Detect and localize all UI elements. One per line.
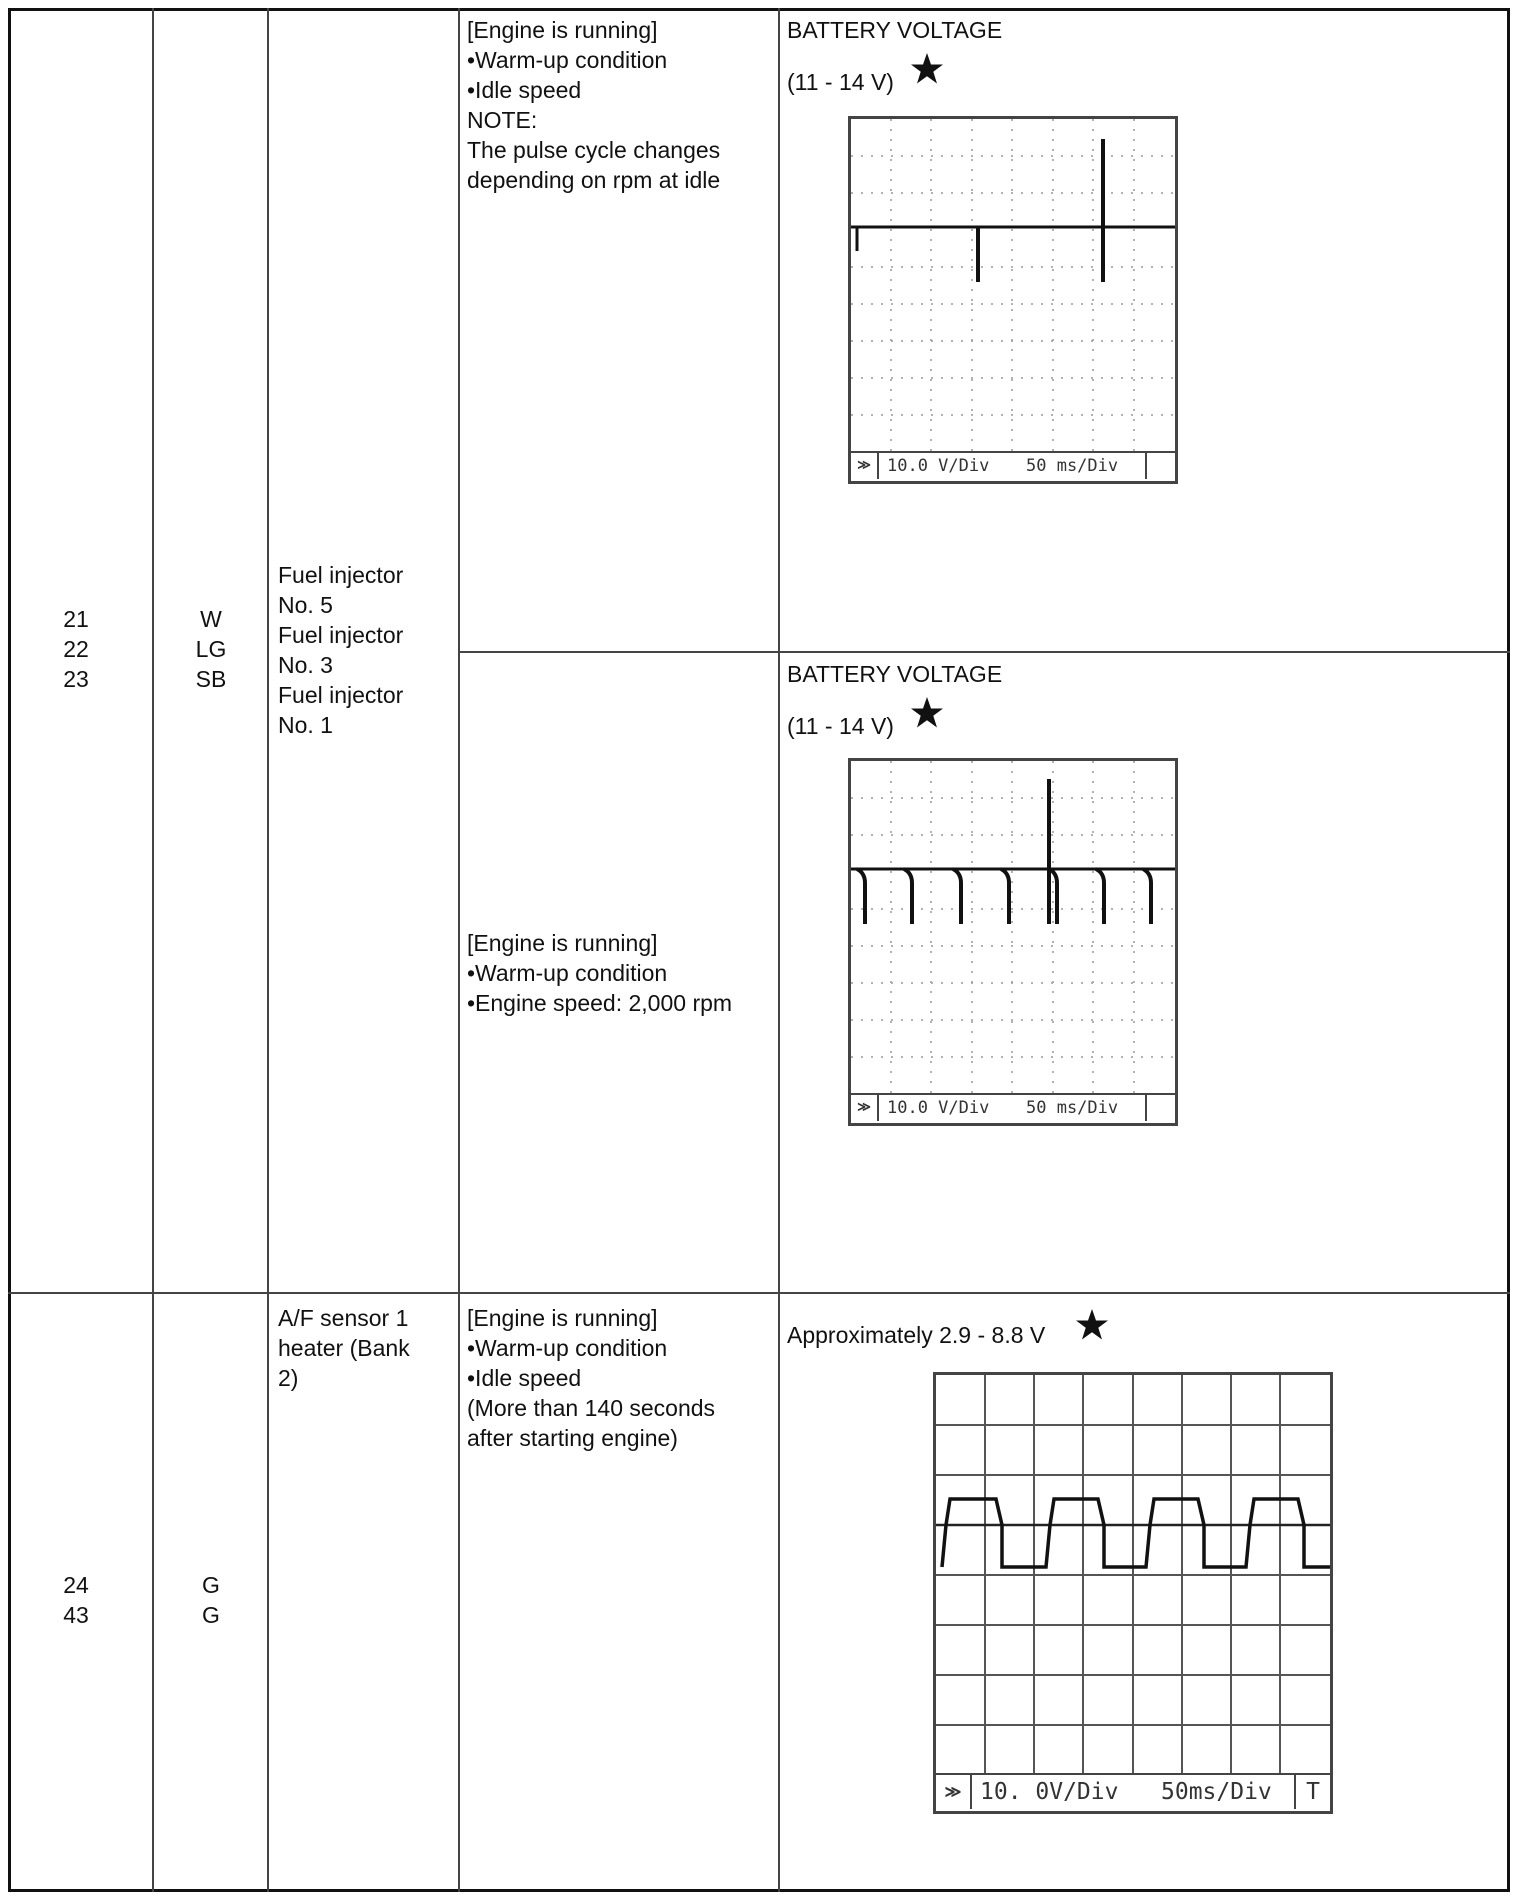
column-divider (778, 8, 780, 1892)
oscilloscope-display (933, 1372, 1333, 1814)
column-divider (267, 8, 269, 1892)
row-divider (458, 651, 1510, 653)
volts-per-div: 10. 0V/Div (980, 1779, 1119, 1805)
wire-colors: W LG SB (195, 606, 227, 692)
column-divider (152, 8, 154, 1892)
wire-colors: G G (202, 1572, 220, 1628)
double-arrow-icon: ≫ (936, 1775, 972, 1809)
item-description: Fuel injector No. 5 Fuel injector No. 3 Fuel injector No. 1 (278, 562, 404, 738)
waveform-af-heater (936, 1375, 1330, 1775)
value-range: (11 - 14 V) (787, 69, 894, 95)
scope-status-bar (936, 1773, 1330, 1811)
trigger-box: T (1294, 1775, 1330, 1809)
scope-status-bar (851, 451, 1175, 481)
value-label: BATTERY VOLTAGE (787, 17, 1003, 43)
scope-status-bar (851, 1093, 1175, 1123)
star-icon (910, 52, 944, 86)
double-arrow-icon: ≫ (851, 453, 879, 479)
condition-text: [Engine is running] •Warm-up condition •Idle speed NOTE: The pulse cycle changes depending on rpm at idle (467, 17, 721, 193)
terminal-numbers: 21 22 23 (63, 606, 89, 692)
row-divider (8, 1292, 1510, 1294)
volts-per-div: 10.0 V/Div (887, 456, 990, 476)
condition-text: [Engine is running] •Warm-up condition •Engine speed: 2,000 rpm (467, 930, 733, 1016)
star-icon (910, 696, 944, 730)
volts-per-div: 10.0 V/Div (887, 1098, 990, 1118)
waveform-idle (851, 119, 1175, 453)
trigger-box (1145, 453, 1175, 479)
value-label: BATTERY VOLTAGE (787, 661, 1003, 687)
condition-text: [Engine is running] •Warm-up condition •Idle speed (More than 140 seconds after starting engine) (467, 1305, 716, 1451)
column-divider (458, 8, 460, 1892)
value-range: (11 - 14 V) (787, 713, 894, 739)
terminal-numbers: 24 43 (63, 1572, 89, 1628)
oscilloscope-display (848, 758, 1178, 1126)
value-label: Approximately 2.9 - 8.8 V (787, 1322, 1046, 1348)
time-per-div: 50ms/Div (1161, 1779, 1272, 1805)
time-per-div: 50 ms/Div (1026, 1098, 1119, 1118)
trigger-box (1145, 1095, 1175, 1121)
item-description: A/F sensor 1 heater (Bank 2) (278, 1305, 410, 1391)
star-icon (1075, 1308, 1109, 1342)
double-arrow-icon: ≫ (851, 1095, 879, 1121)
time-per-div: 50 ms/Div (1026, 456, 1119, 476)
waveform-2000rpm (851, 761, 1175, 1095)
oscilloscope-display (848, 116, 1178, 484)
